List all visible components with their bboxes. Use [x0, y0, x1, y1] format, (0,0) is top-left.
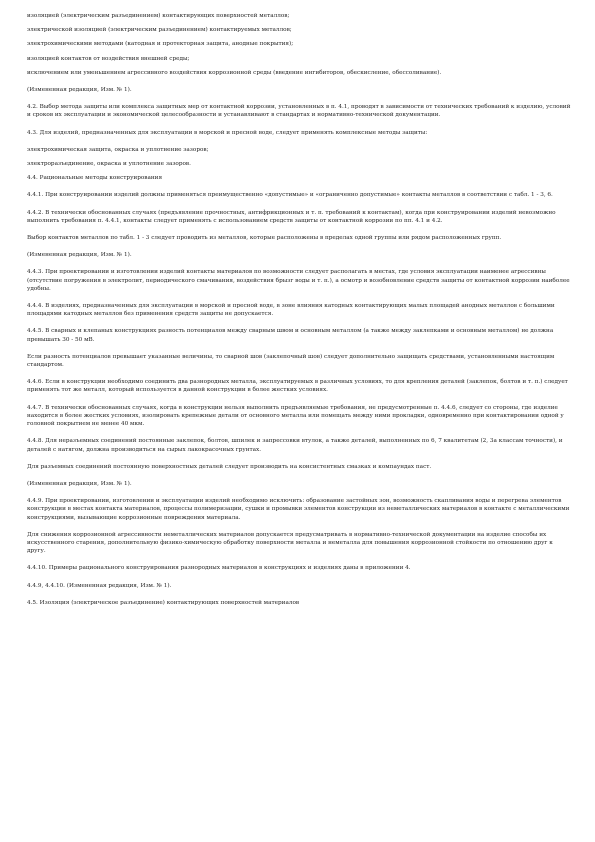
paragraph-4: изоляцией контактов от воздействия внешней среды;: [27, 55, 190, 62]
paragraph-method-1: электрохимическая защита, окраска и уплотнение зазоров;: [27, 146, 209, 153]
paragraph-4-4-4: 4.4.4. В изделиях, предназначенных для эксплуатации в морской и пресной воде, в зоне влияния катодных контактирующих малых площадей анодных металлов с большими площадями катодных металлов без применения средств защиты не допускается.: [27, 303, 555, 318]
paragraph-method-2: электроразъединение, окраска и уплотнение зазоров.: [27, 161, 191, 168]
paragraph-4-4-5: 4.4.5. В сварных и клепаных конструкциях разность потенциалов между сварным швом и основным металлом (а также между заклепками и основным металлом) не должна превышать 30 - 50 мВ.: [27, 328, 554, 343]
paragraph-1: изоляцией (электрическим разъединением) контактирующих поверхностей металлов;: [27, 13, 290, 19]
paragraph-selection: Выбор контактов металлов по табл. 1 - 3 следует проводить из металлов, которые расположены в пределах одной группы или рядом расположенных групп.: [27, 235, 502, 242]
paragraph-4-4-9: 4.4.9. При проектировании, изготовлении и эксплуатации изделий необходимо исключить: образование застойных зон, возможность скапливания воды и перегрева элементов конструкции в местах контакта материалов, процессы полимеризации, сушки и промывки элементов конструкции из неметаллических материалов в контакте с металлическими конструкциями, вызывающие коррозионные повреждения материала.: [27, 498, 570, 521]
amendment-note-4: 4.4.9, 4.4.10. (Измененная редакция, Изм. № 1).: [27, 582, 172, 589]
amendment-note-3: (Измененная редакция, Изм. № 1).: [27, 480, 132, 487]
section-heading-4-5: 4.5. Изоляция (электрическое разъединение) контактирующих поверхностей материалов: [27, 599, 300, 606]
paragraph-detachable: Для разъемных соединений постоянную поверхностных деталей следует производить на консистентных смазках и компаундах паст.: [27, 463, 432, 470]
paragraph-3: электрохимическими методами (катодная и протекторная защита, анодные покрытия);: [27, 41, 294, 48]
amendment-note-2: (Измененная редакция, Изм. № 1).: [27, 252, 132, 259]
paragraph-4-3: 4.3. Для изделий, предназначенных для эксплуатации в морской и пресной воде, следует применять комплексные методы защиты:: [27, 129, 428, 136]
paragraph-potential: Если разность потенциалов превышает указанные величины, то сварной шов (заклепочный шов) следует дополнительно защищать средствами, установленными настоящим стандартом.: [27, 353, 555, 369]
paragraph-4-4-2: 4.4.2. В технически обоснованных случаях (предъявление прочностных, антифрикционных и т. п. требований к контактам), когда при конструировании изделий невозможно выполнить требования п. 4.4.1, контакты следует применять с использованием средств защиты от контактной коррозии по пп. 4.1 и 4.2.: [27, 209, 556, 224]
paragraph-4-2: 4.2. Выбор метода защиты или комплекса защитных мер от контактной коррозии, установленных в п. 4.1, проводят в зависимости от технических требований к изделию, условий и сроков их эксплуатации и экономической целесообразности и устанавливают в стандартах и нормативно-технической документации.: [27, 104, 571, 119]
paragraph-4-4-1: 4.4.1. При конструировании изделий должны применяться преимущественно «допустимые» и «ограниченно допустимые» контакты металлов в соответствии с табл. 1 - 3, 6.: [27, 192, 553, 199]
paragraph-2: электрической изоляцией (электрическим разъединением) контактируемых металлов;: [27, 27, 292, 34]
paragraph-4-4-7: 4.4.7. В технически обоснованных случаях, когда в конструкции нельзя выполнить предъявляемые требования, не предусмотренные п. 4.4.6, следует со стороны, где изделие находится в более жестких условиях, изолировать крепежные детали от основного металла или помещать между ними прокладки, одновременно при контактировании одной у головной покрытием не менее 40 мкм.: [27, 404, 564, 428]
paragraph-nonmetal: Для снижения коррозионной агрессивности неметаллических материалов допускается предусматривать в нормативно-технической документации на изделие способы их искусственного старения, дополнительную физико-химическую обработку поверхности металла и неметалла для повышения коррозионной стойкости по отношению друг к другу.: [27, 531, 553, 555]
paragraph-4-4-10: 4.4.10. Примеры рационального конструирования разнородных материалов в конструкциях и изделиях даны в приложении 4.: [27, 565, 411, 572]
paragraph-4-4-3: 4.4.3. При проектировании и изготовлении изделий контакты материалов по возможности следует располагать в местах, где условия эксплуатации наименее агрессивны (отсутствие погружения в электролит, периодического смачивания, воздействия брызг воды и т. п.), а осмотр и возобновление средств защиты от контактной коррозии наиболее удобны.: [27, 269, 570, 292]
paragraph-5: исключением или уменьшением агрессивного воздействия коррозионной среды (введение ингибиторов, обескисление, обессоливание).: [27, 69, 442, 76]
paragraph-4-4-8: 4.4.8. Для неразъемных соединений постоянные заклепок, болтов, шпилек и запрессовки втулок, а также деталей, выполненных по 6, 7 квалитетам (2, 3а классам точности), и деталей с натягом, должна производиться на сырых лакокрасочных грунтах.: [27, 438, 563, 453]
amendment-note-1: (Измененная редакция, Изм. № 1).: [27, 87, 132, 94]
paragraph-4-4-6: 4.4.6. Если в конструкции необходимо соединить два разнородных металла, эксплуатируемых в различных условиях, то для крепления деталей (заклепок, болтов и т. п.) следует применять тот же металл, который используется в данной конструкции в более жестких условиях.: [27, 379, 568, 394]
section-heading-4-4: 4.4. Рациональные методы конструирования: [27, 175, 163, 182]
